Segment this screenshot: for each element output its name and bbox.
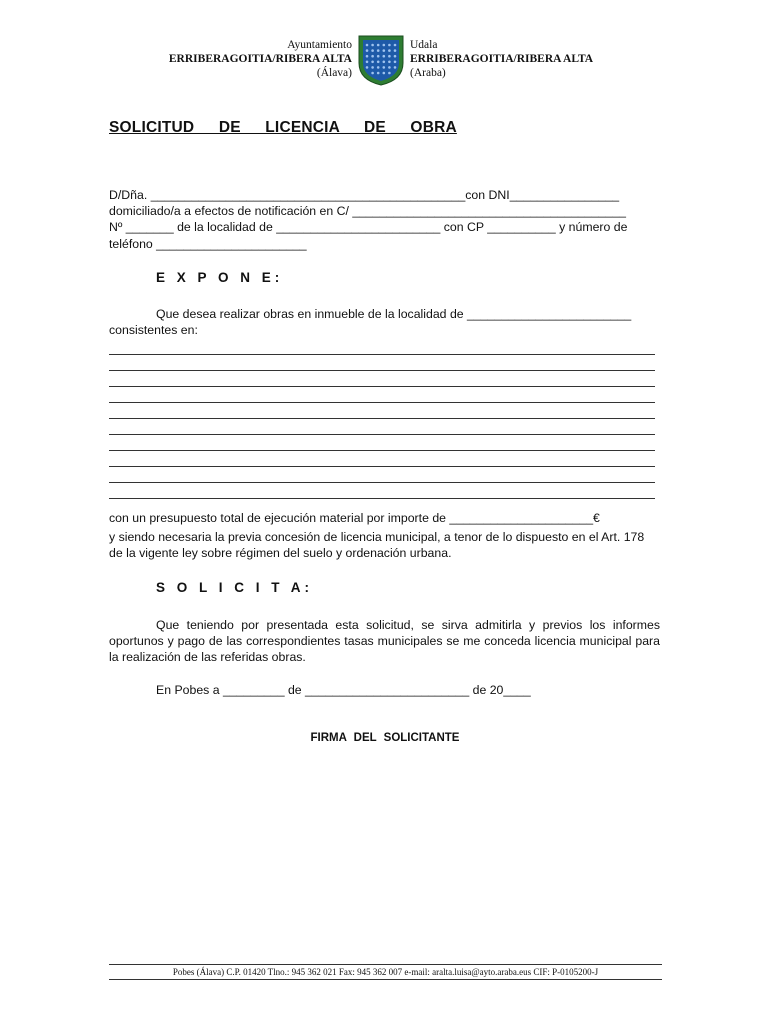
expone-heading: E X P O N E: bbox=[156, 270, 284, 285]
solicita-heading: S O L I C I T A: bbox=[156, 580, 314, 595]
applicant-line-locality: Nº _______ de la localidad de ________________________ con CP __________ y número de bbox=[109, 220, 628, 235]
header-right-line2: ERRIBERAGOITIA/RIBERA ALTA bbox=[410, 53, 594, 65]
applicant-line-phone: teléfono ______________________ bbox=[109, 236, 307, 251]
blank-line bbox=[109, 386, 655, 387]
header-left bbox=[169, 38, 352, 80]
header-right-line1: Udala bbox=[410, 39, 438, 51]
footer-bottom-rule bbox=[109, 979, 662, 980]
municipal-seal-icon bbox=[356, 33, 406, 87]
legal-text: y siendo necesaria la previa concesión de licencia municipal, a tenor de lo dispuesto en el Art. 178 de la vigente ley sobre régimen del suelo y ordenación urbana. bbox=[109, 530, 645, 561]
blank-line bbox=[109, 434, 655, 435]
blank-line bbox=[109, 402, 655, 403]
header-right-line3: (Araba) bbox=[410, 67, 446, 79]
blank-line bbox=[109, 466, 655, 467]
header-left-line3: (Álava) bbox=[316, 67, 352, 79]
applicant-block bbox=[109, 187, 660, 252]
header-right bbox=[410, 38, 593, 80]
expone-intro bbox=[109, 306, 660, 338]
page-title: SOLICITUD DE LICENCIA DE OBRA bbox=[109, 119, 457, 136]
signature-label: FIRMA DEL SOLICITANTE bbox=[310, 732, 460, 744]
footer-top-rule bbox=[109, 964, 662, 965]
date-line: En Pobes a _________ de ________________________ de 20____ bbox=[156, 683, 531, 697]
blank-line bbox=[109, 354, 655, 355]
applicant-line-name: D/Dña. ______________________________________________con DNI________________ bbox=[109, 188, 620, 202]
blank-line bbox=[109, 370, 655, 371]
expone-intro-line1: Que desea realizar obras en inmueble de la localidad de ________________________ bbox=[156, 307, 632, 321]
header-left-line1: Ayuntamiento bbox=[287, 39, 352, 51]
solicita-text: Que teniendo por presentada esta solicitud, se sirva admitirla y previos los informes oportunos y pago de las correspondientes tasas municipales se me conceda licencia municipal para la realización de las referidas obras. bbox=[109, 618, 660, 665]
blank-line bbox=[109, 418, 655, 419]
expone-intro-line2: consistentes en: bbox=[109, 323, 198, 338]
blank-line bbox=[109, 482, 655, 483]
footer-text: Pobes (Álava) C.P. 01420 Tlno.: 945 362 021 Fax: 945 362 007 e-mail: aralta.luisa@ayto.araba.eus CIF: P-0105200-J bbox=[172, 967, 599, 977]
budget-line: con un presupuesto total de ejecución material por importe de _____________________€ bbox=[109, 511, 600, 525]
blank-line bbox=[109, 498, 655, 499]
applicant-line-address: domiciliado/a a efectos de notificación en C/ ________________________________________ bbox=[109, 204, 626, 219]
header-left-line2: ERRIBERAGOITIA/RIBERA ALTA bbox=[168, 53, 352, 65]
blank-line bbox=[109, 450, 655, 451]
